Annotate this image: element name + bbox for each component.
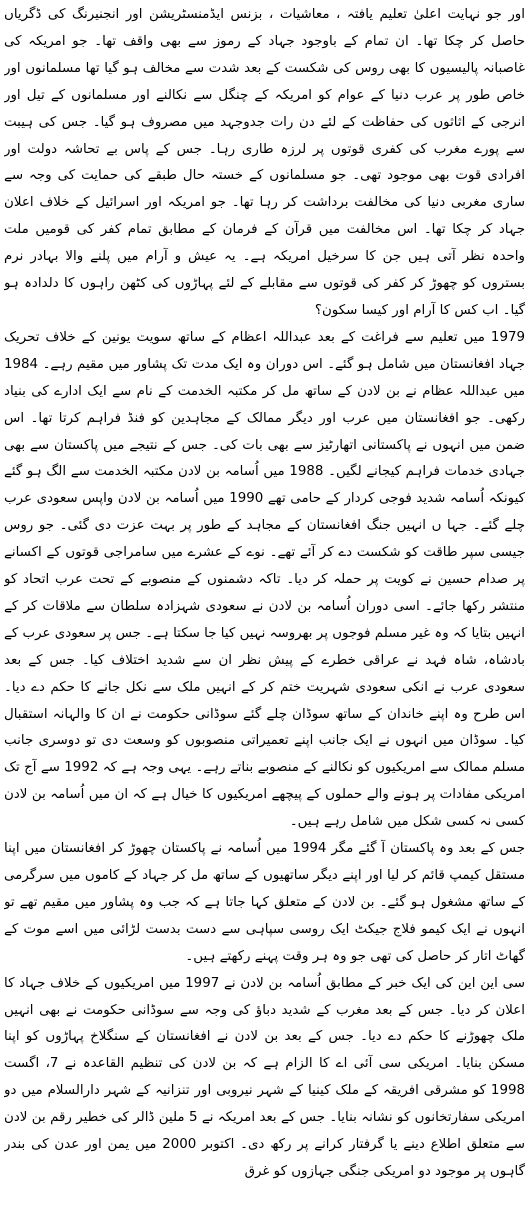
article-paragraph: اور جو نہایت اعلیٰ تعلیم یافتہ ، معاشیات ، بزنس ایڈمنسٹریشن اور انجنیرنگ کی ڈگریاں حاصل کر چکا تھا۔ ان تمام کے باوجود جہاد کے رموز سے بھی واقف تھا۔ جو امریکہ کی غاصبانہ پالیسیوں کا بھی روس کی شکست کے بعد شدت سے مخالف ہو گیا تھا مسلمانوں اور خاص طور پر عرب دنیا کے عوام کو امریکہ کے چنگل سے نکالنے اور مسلمانوں کے تیل اور انرجی کے اثاثوں کی حفاظت کے لئے دن رات جدوجہد میں مصروف ہو گیا۔ جس کی ہیبت سے پورے مغرب کی کفری قوتوں پر لرزہ طاری رہا۔ جس کے پاس بے تحاشہ دولت اور افرادی قوت بھی موجود تھی۔ جو مسلمانوں کے خستہ حال طبقے کی حمایت کی وجہ سے ساری مغربی دنیا کی مخالفت برداشت کر رہا تھا۔ جو امریکہ اور اسرائیل کے خلاف اعلان جہاد کر چکا تھا۔ اس مخالفت میں قرآن کے فرمان کے مطابق تمام کفر کی قومیں ملت واحدہ نظر آتی ہیں جن کا سرخیل امریکہ ہے۔ یہ عیش و آرام میں پلنے والا بہادر نرم بستروں کو چھوڑ کر کفر کی قوتوں سے مقابلے کے لئے پہاڑوں کی کٹھن راہوں کا دلدادہ ہو گیا۔ اب کس کا آرام اور کیسا سکون؟ xyxy=(4,7,525,318)
article-body xyxy=(4,2,525,1207)
article-paragraph: سی این این کی ایک خبر کے مطابق اُسامہ بن لادن نے 1997 میں امریکیوں کے خلاف جہاد کا اعلان کر دیا۔ جس کے بعد مغرب کے شدید دباؤ کی وجہ سے سوڈانی حکومت نے بھی انہیں ملک چھوڑنے کا حکم دے دیا۔ جس کے بعد بن لادن نے افغانستان کے سنگلاخ پہاڑوں کو اپنا مسکن بنایا۔ امریکی سی آئی اے کا الزام ہے کہ بن لادن کی تنظیم القاعدہ نے 7، اگست 1998 کو مشرقی افریقہ کے ملک کینیا کے شہر نیروبی اور تنزانیہ کے شہر دارالسلام میں دو امریکی سفارتخانوں کو نشانہ بنایا۔ جس کے بعد امریکہ نے 5 ملین ڈالر کی خطیر رقم بن لادن سے متعلق اطلاع دینے یا گرفتار کرانے پر رکھ دی۔ اکتوبر 2000 میں یمن اور عدن کی بندر گاہوں پر موجود دو امریکی جنگی جہازوں کو غرق xyxy=(4,975,525,1179)
article-paragraph: 1979 میں تعلیم سے فراغت کے بعد عبداللہ اعظام کے ساتھ سویت یونین کے خلاف تحریک جہاد افغانستان میں شامل ہو گئے۔ اس دوران وہ ایک مدت تک پشاور میں مقیم رہے۔ 1984 میں عبداللہ عظام نے بن لادن کے ساتھ مل کر مکتبہ الخدمت کے نام سے ایک ادارے کی بنیاد رکھی۔ جو افغانستان میں عرب اور دیگر ممالک کے مجاہدین کو فنڈ فراہم کرتا تھا۔ اس ضمن میں انہوں نے پاکستانی اتھارٹیز سے بھی بات کی۔ جس کے نتیجے میں پاکستان سے بھی جہادی خدمات فراہم کیجانے لگیں۔ 1988 میں اُسامہ بن لادن مکتبہ الخدمت سے الگ ہو گئے کیونکہ اُسامہ شدید فوجی کردار کے حامی تھے 1990 میں اُسامہ بن لادن واپس سعودی عرب چلے گئے۔ جہا ں انہیں جنگ افغانستان کے مجاہد کے طور پر بہت عزت دی گئی۔ جو روس جیسی سپر طاقت کو شکست دے کر آئے تھے۔ نوے کے عشرے میں سامراجی قوتوں کے اکسانے پر صدام حسین نے کویت پر حملہ کر دیا۔ تاکہ دشمنوں کے منصوبے کے تحت عرب اتحاد کو منتشر رکھا جائے۔ اسی دوران اُسامہ بن لادن نے سعودی شہزادہ سلطان سے ملاقات کر کے انہیں بتایا کہ وہ غیر مسلم فوجوں پر بھروسہ نہیں کیا جا سکتا ہے۔ جس پر سعودی عرب کے بادشاہ، شاہ فہد نے عراقی خطرے کے پیش نظر ان سے شدید اختلاف کیا۔ جس کے بعد سعودی عرب نے انکی سعودی شہریت ختم کر کے انہیں ملک سے نکل جانے کا حکم دے دیا۔ اس طرح وہ اپنے خاندان کے ساتھ سوڈان چلے گئے سوڈانی حکومت نے ان کا والہانہ استقبال کیا۔ سوڈان میں انہوں نے ایک جانب اپنے تعمیراتی منصوبوں کو وسعت دی تو دوسری جانب مسلم ممالک سے امریکیوں کو نکالنے کے منصوبے بناتے رہے۔ یہی وجہ ہے کہ 1992 سے آج تک امریکی مفادات پر ہونے والے حملوں کے پیچھے امریکیوں کا خیال ہے کہ ان میں اُسامہ بن لادن کسی نہ کسی شکل میں شامل رہے ہیں۔ xyxy=(4,329,525,830)
article-paragraph: جس کے بعد وہ پاکستان آ گئے مگر 1994 میں اُسامہ نے پاکستان چھوڑ کر افغانستان میں اپنا مستقل کیمپ قائم کر لیا اور اپنے دیگر ساتھیوں کے ساتھ مل کر جہاد کے کاموں میں سرگرمی کے ساتھ مشغول ہو گئے۔ بن لادن کے متعلق کہا جاتا ہے کہ جب وہ پشاور میں مقیم تھے تو انہوں نے ایک کیمو فلاج جیکٹ ایک روسی سپاہی سے دست بدست لڑائی میں اسے موت کے گھاٹ اتار کر حاصل کی تھی جو وہ ہر وقت پہنے رکھتے ہیں۔ xyxy=(4,841,525,964)
